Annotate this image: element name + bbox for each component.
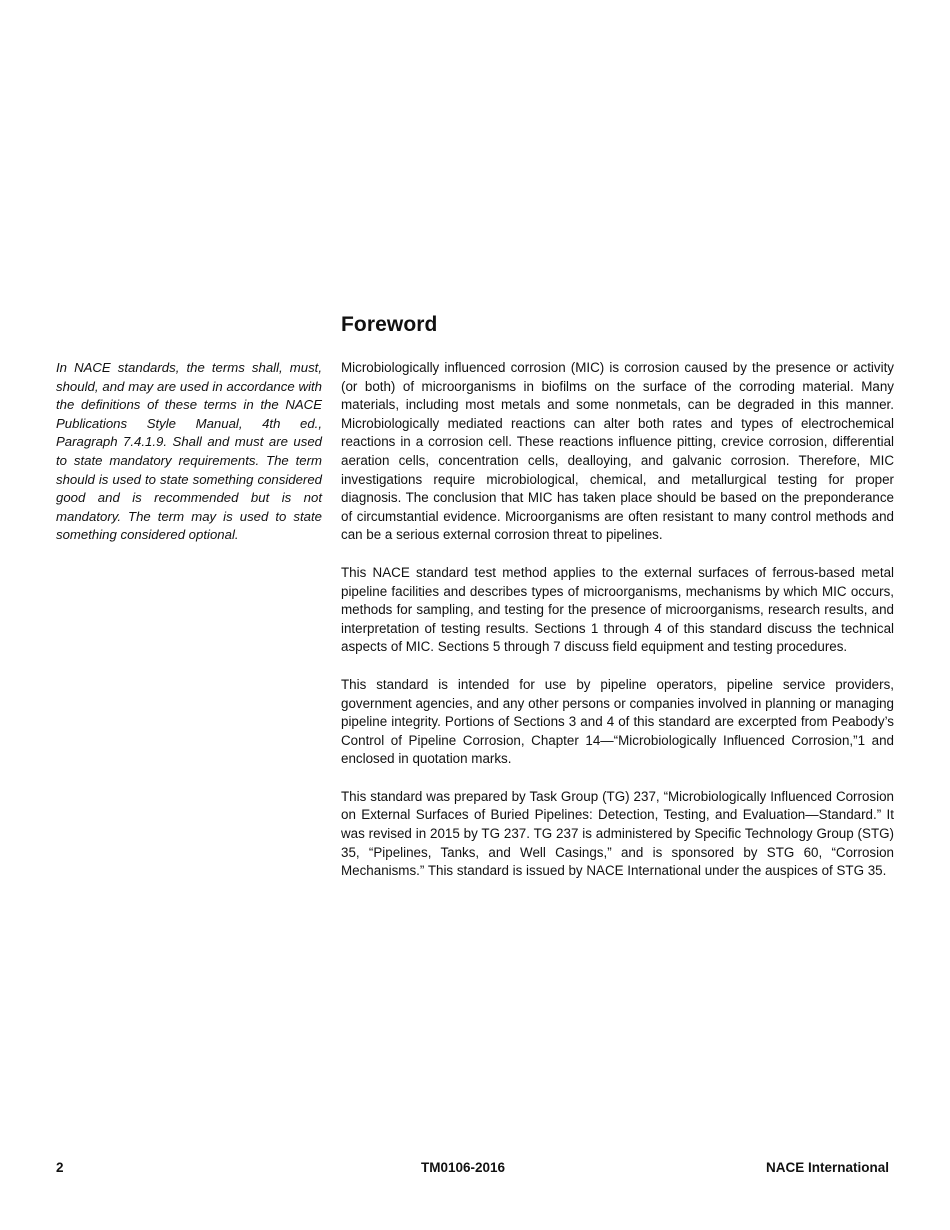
paragraph-intended-use: This standard is intended for use by pipeline operators, pipeline service providers, government agencies, and any other persons or companies involved in planning or managing pipeline integrity. Portions of Sections 3 and 4 of this standard are excerpted from Peabody’s Control of Pipeline Corrosion, Chapter 14—“Microbiologically Influenced Corrosion,”1 and enclosed in quotation marks.	[341, 676, 894, 767]
foreword-body	[341, 359, 894, 900]
terminology-note: In NACE standards, the terms shall, must, should, and may are used in accordance with the definitions of these terms in the NACE Publications Style Manual, 4th ed., Paragraph 7.4.1.9. Shall and must are used to state mandatory requirements. The term should is used to state something considered good and is recommended but is not mandatory. The term may is used to state something considered optional.	[56, 360, 322, 543]
paragraph-scope: This NACE standard test method applies to the external surfaces of ferrous-based metal pipeline facilities and describes types of microorganisms, mechanisms by which MIC occurs, methods for sampling, and testing for the presence of microorganisms, research results, and interpretation of testing results. Sections 1 through 4 of this standard discuss the technical aspects of MIC. Sections 5 through 7 discuss field equipment and testing procedures.	[341, 564, 894, 655]
organization-name: NACE International	[765, 1160, 889, 1175]
paragraph-preparation: This standard was prepared by Task Group (TG) 237, “Microbiologically Influenced Corrosion on External Surfaces of Buried Pipelines: Detection, Testing, and Evaluation—Standard.” It was revised in 2015 by TG 237. TG 237 is administered by Specific Technology Group (STG) 35, “Pipelines, Tanks, and Well Casings,” and is sponsored by STG 60, “Corrosion Mechanisms.” This standard is issued by NACE International under the auspices of STG 35.	[341, 788, 894, 879]
section-heading: Foreword	[341, 313, 438, 336]
page-number: 2	[56, 1160, 64, 1175]
paragraph-mic-overview: Microbiologically influenced corrosion (MIC) is corrosion caused by the presence or activity (or both) of microorganisms in biofilms on the surface of the corroding material. Many materials, including most metals and some nonmetals, can be degraded in this manner. Microbiologically mediated reactions can alter both rates and types of electrochemical reactions in a corrosion cell. These reactions influence pitting, crevice corrosion, differential aeration cells, concentration cells, dealloying, and galvanic corrosion. Therefore, MIC investigations require microbiological, chemical, and metallurgical testing for proper diagnosis. The conclusion that MIC has taken place should be based on the preponderance of circumstantial evidence. Microorganisms are often resistant to many control methods and can be a serious external corrosion threat to pipelines.	[341, 360, 894, 543]
document-id: TM0106-2016	[421, 1160, 506, 1175]
